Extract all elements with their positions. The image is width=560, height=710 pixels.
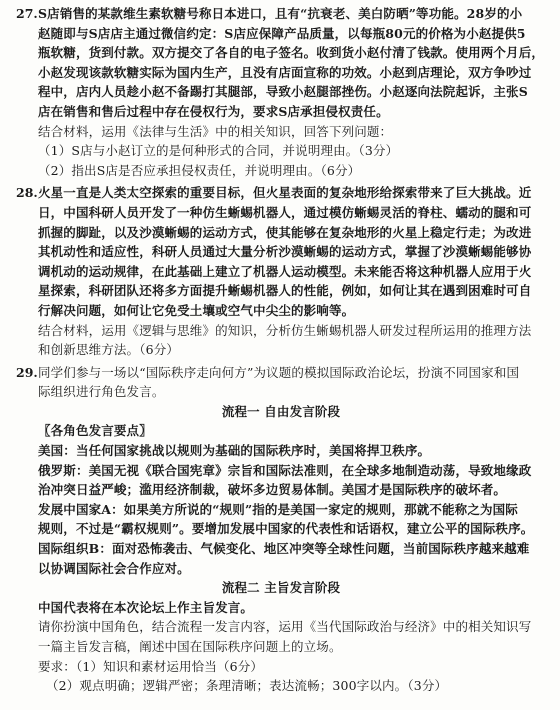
q28-prompt: 结合材料，运用《逻辑与思维》的知识，分析仿生蜥蜴机器人研发过程所运用的推理方法: [38, 322, 532, 338]
question-27: [16, 4, 546, 180]
q29-task-line: 中国代表将在本次论坛上作主旨发言。: [38, 599, 254, 615]
q28-line: 火星一直是人类太空探索的重要目标，但火星表面的复杂地形给探索带来了巨大挑战。近: [38, 185, 532, 201]
role-usa: 美国：当任何国家挑战以规则为基础的国际秩序时，美国将捍卫秩序。: [38, 443, 431, 459]
question-number: 29.: [16, 364, 38, 380]
q28-prompt: 和创新思维方法。（6分）: [38, 342, 180, 358]
q29-requirement-2: （2）观点明确；逻辑严密；条理清晰；表达流畅；300字以内。（3分）: [46, 678, 448, 694]
q28-line: 星探索，科研团队还将多方面提升蜥蜴机器人的性能，例如，如何让其在遇到困难时可自: [38, 283, 532, 299]
role-developing-a: 发展中国家A：如果美方所说的“规则”指的是美国一家定的规则，那就不能称之为国际: [38, 501, 518, 517]
q27-line: 店在销售和售后过程中存在侵权行为，要求S店承担侵权责任。: [38, 103, 389, 119]
role-developing-a-cont: 规则，不过是“霸权规则”。要增加发展中国家的代表性和话语权，建立公平的国际秩序。: [38, 521, 534, 537]
q29-intro: 同学们参与一场以“国际秩序走向何方”为议题的模拟国际政治论坛，扮演不同国家和国: [38, 364, 520, 380]
q28-line: 调机动的运动规律，在此基础上建立了机器人运动模型。未来能否将这种机器人应用于火: [38, 263, 532, 279]
role-russia: 俄罗斯：美国无视《联合国宪章》宗旨和国际法准则，在全球多地制造动荡，导致地缘政: [38, 462, 532, 478]
q28-line: 其机动性和适应性，科研人员通过大量分析沙漠蜥蜴的运动方式，掌握了沙漠蜥蜴能够协: [38, 244, 532, 260]
question-28: [16, 183, 546, 359]
q27-prompt: 结合材料，运用《法律与生活》中的相关知识，回答下列问题：: [38, 123, 393, 139]
q27-line: 赵随即与S店店主通过微信约定：S店应保障产品质量，以每瓶80元的价格为小赵提供5: [38, 25, 526, 41]
roles-heading: 〖各角色发言要点〗: [38, 423, 152, 439]
q27-line: S店销售的某款维生素软糖号称日本进口，且有“抗衰老、美白防晒”等功能。28岁的小: [38, 6, 523, 21]
q28-line: 抓握的脚趾，以及沙漠蜥蜴的运动方式，使其能够在复杂地形的火星上稳定行走；为改进: [38, 224, 532, 240]
role-org-b: 国际组织B：面对恐怖袭击、气候变化、地区冲突等全球性问题，当前国际秩序越来越难: [38, 541, 530, 557]
question-29: [16, 363, 546, 696]
q28-line: 行解决问题，如何让它免受土壤或空气中尖尘的影响等。: [38, 302, 355, 318]
q27-line: 小赵发现该款软糖实际为国内生产，且没有店面宣称的功效。小赵到店理论，双方争吵过: [38, 64, 532, 80]
q29-requirement-1: 要求：（1）知识和素材运用恰当（6分）: [38, 658, 264, 674]
q27-subquestion-1: （1）S店与小赵订立的是何种形式的合同，并说明理由。（3分）: [38, 143, 399, 159]
q29-task-line: 一篇主旨发言稿，阐述中国在国际秩序问题上的立场。: [38, 639, 342, 654]
flow-1-title: 流程一 自由发言阶段: [221, 403, 341, 419]
q28-line: 日，中国科研人员开发了一种仿生蜥蜴机器人，通过模仿蜥蜴灵活的脊柱、蠕动的腿和可: [38, 204, 532, 220]
question-number: 27.: [16, 6, 38, 21]
role-russia-cont: 治冲突日益严峻；滥用经济制裁，破坏多边贸易体制。美国才是国际秩序的破坏者。: [38, 482, 507, 498]
q29-intro: 际组织进行角色发言。: [38, 384, 165, 400]
q29-task-line: 请你扮演中国角色，结合流程一发言内容，运用《当代国际政治与经济》中的相关知识写: [38, 619, 532, 635]
flow-2-title: 流程二 主旨发言阶段: [221, 580, 341, 596]
question-number: 28.: [16, 185, 38, 201]
role-org-b-cont: 以协调国际社会合作应对。: [38, 560, 190, 576]
q27-subquestion-2: （2）指出S店是否应承担侵权责任，并说明理由。（6分）: [38, 162, 361, 178]
q27-line: 程中，店内人员趁小赵不备踢打其腿部，导致小赵腿部挫伤。小赵逐向法院起诉，主张S: [38, 84, 528, 100]
q27-line: 瓶软糖，货到付款。双方提交了各自的电子签名。收到货小赵付清了钱款。使用两个月后，: [38, 45, 545, 61]
